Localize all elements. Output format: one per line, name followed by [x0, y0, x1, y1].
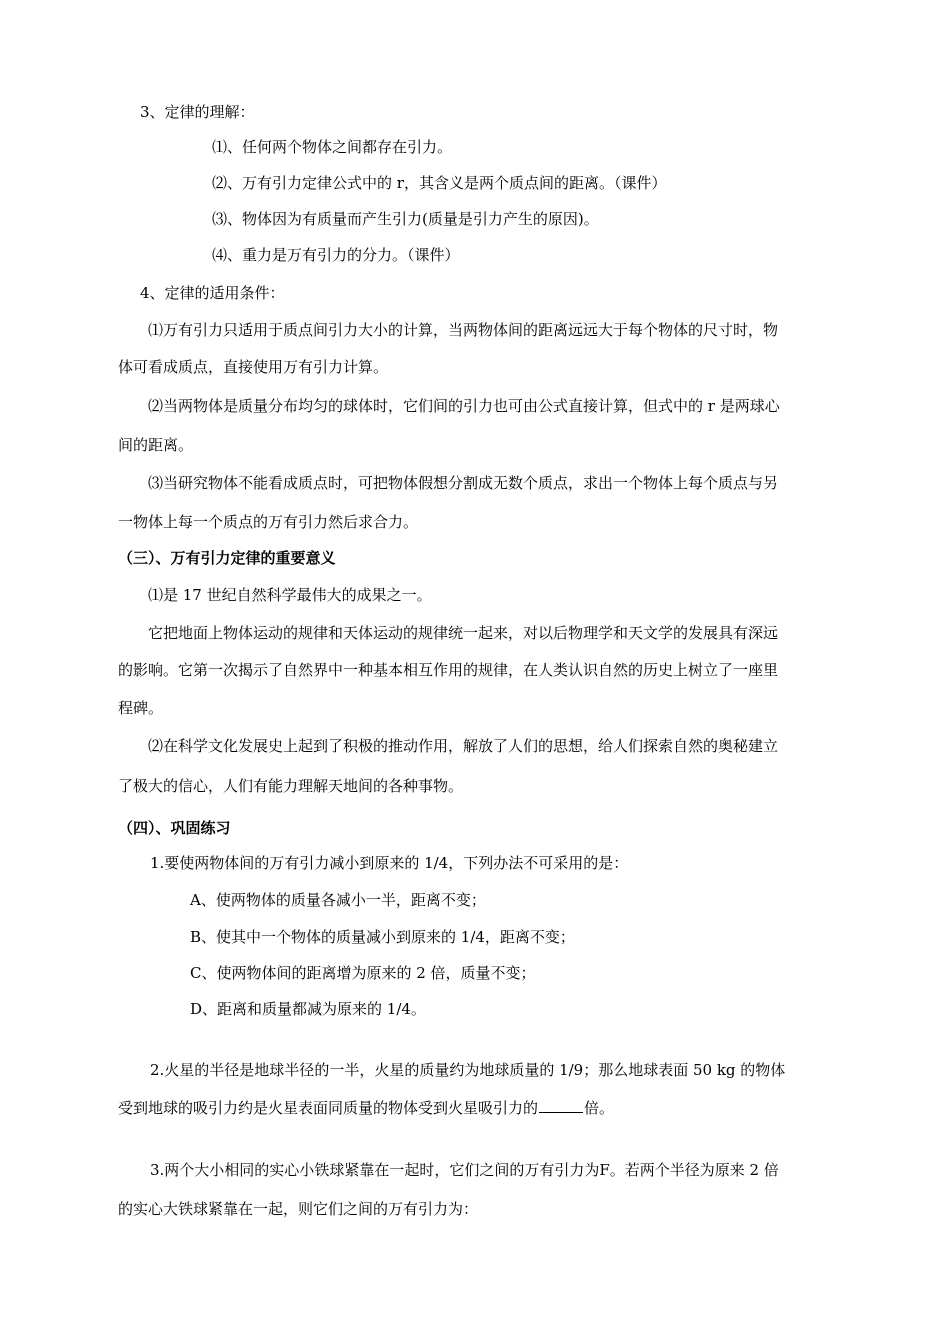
section-4-heading: 4、定律的适用条件：: [140, 284, 285, 302]
option-c: C、使两物体间的距离增为原来的 2 倍，质量不变；: [190, 964, 536, 982]
question-3: 3.两个大小相同的实心小铁球紧靠在一起时，它们之间的万有引力为F。若两个半径为原来 2 倍: [150, 1161, 779, 1179]
question-2-text-end: 倍。: [584, 1099, 615, 1117]
question-1: 1.要使两物体间的万有引力减小到原来的 1/4，下列办法不可采用的是：: [150, 854, 629, 872]
question-2-text: 受到地球的吸引力约是火星表面同质量的物体受到火星吸引力的: [118, 1099, 539, 1117]
section-title: （三）、万有引力定律的重要意义: [118, 549, 336, 567]
paragraph-line: 它把地面上物体运动的规律和天体运动的规律统一起来，对以后物理学和天文学的发展具有深远: [148, 624, 779, 642]
paragraph-line: 间的距离。: [118, 436, 194, 454]
option-b: B、使其中一个物体的质量减小到原来的 1/4，距离不变；: [190, 928, 575, 946]
option-d: D、距离和质量都减为原来的 1/4。: [190, 1000, 426, 1018]
section-3-heading: 3、定律的理解：: [140, 103, 255, 121]
question-2: 2.火星的半径是地球半径的一半，火星的质量约为地球质量的 1/9；那么地球表面 50 kg 的物体: [150, 1061, 786, 1079]
answer-blank: [539, 1098, 583, 1113]
list-item: ⑷、重力是万有引力的分力。（课件）: [212, 246, 460, 264]
paragraph-line: 的影响。它第一次揭示了自然界中一种基本相互作用的规律，在人类认识自然的历史上树立了一座里: [118, 661, 779, 679]
question-3-line-2: 的实心大铁球紧靠在一起，则它们之间的万有引力为：: [118, 1200, 479, 1218]
paragraph-line: 了极大的信心，人们有能力理解天地间的各种事物。: [118, 777, 464, 795]
paragraph-line: 体可看成质点，直接使用万有引力计算。: [118, 358, 389, 376]
paragraph-line: ⑴万有引力只适用于质点间引力大小的计算，当两物体间的距离远远大于每个物体的尺寸时，物: [148, 321, 779, 339]
paragraph-line: ⑵当两物体是质量分布均匀的球体时，它们间的引力也可由公式直接计算，但式中的 r 是两球心: [148, 397, 780, 415]
list-item: ⑵、万有引力定律公式中的 r，其含义是两个质点间的距离。（课件）: [212, 174, 667, 192]
paragraph-line: ⑵在科学文化发展史上起到了积极的推动作用，解放了人们的思想，给人们探索自然的奥秘建立: [148, 737, 779, 755]
list-item: ⑶、物体因为有质量而产生引力(质量是引力产生的原因)。: [212, 210, 599, 228]
paragraph-line: 一物体上每一个质点的万有引力然后求合力。: [118, 513, 419, 531]
paragraph-line: ⑴是 17 世纪自然科学最伟大的成果之一。: [148, 586, 432, 604]
section-title: （四）、巩固练习: [118, 819, 231, 837]
paragraph-line: ⑶当研究物体不能看成质点时，可把物体假想分割成无数个质点，求出一个物体上每个质点与另: [148, 474, 779, 492]
list-item: ⑴、任何两个物体之间都存在引力。: [212, 138, 453, 156]
paragraph-line: 程碑。: [118, 699, 164, 717]
question-2-line-2: [118, 1098, 614, 1118]
option-a: A、使两物体的质量各减小一半，距离不变；: [190, 891, 486, 909]
